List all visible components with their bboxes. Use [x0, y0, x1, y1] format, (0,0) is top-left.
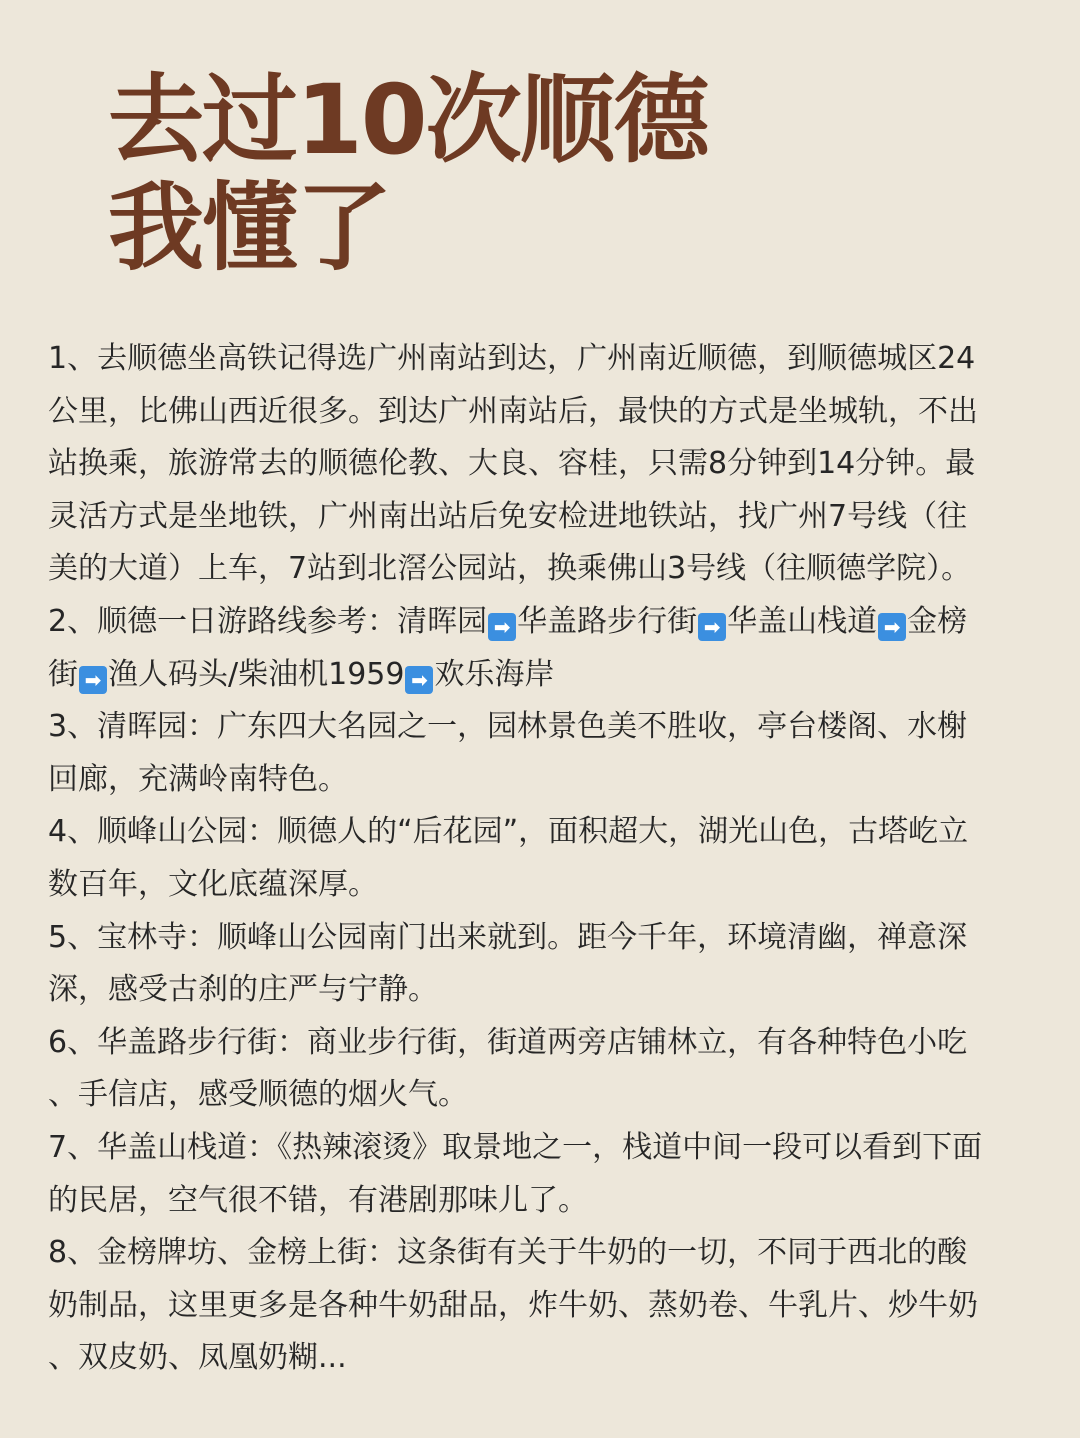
route-text: 欢乐海岸	[434, 656, 555, 692]
route-text: 金榜	[907, 603, 968, 639]
body-line: 7、华盖山栈道：《热辣滚烫》取景地之一，栈道中间一段可以看到下面	[48, 1129, 983, 1165]
body-line: 灵活方式是坐地铁，广州南出站后免安检进地铁站，找广州7号线（往	[48, 498, 968, 534]
route-text: 2、顺德一日游路线参考：清晖园	[48, 603, 488, 639]
route-text: 渔人码头/柴油机1959	[108, 656, 405, 692]
route-line	[48, 596, 1048, 649]
body-line: 奶制品，这里更多是各种牛奶甜品，炸牛奶、蒸奶卷、牛乳片、炒牛奶	[48, 1287, 978, 1323]
body-line: 3、清晖园：广东四大名园之一，园林景色美不胜收，亭台楼阁、水榭	[48, 709, 968, 745]
body-line: 公里，比佛山西近很多。到达广州南站后，最快的方式是坐城轨，不出	[48, 393, 978, 429]
body-line: 、双皮奶、凤凰奶糊...	[48, 1340, 347, 1376]
right-arrow-icon: ➡	[79, 666, 107, 694]
route-text: 华盖山栈道	[727, 603, 878, 639]
right-arrow-icon: ➡	[698, 613, 726, 641]
route-text: 华盖路步行街	[517, 603, 698, 639]
right-arrow-icon: ➡	[878, 613, 906, 641]
title-line-1: 去过10次顺德	[108, 64, 708, 176]
body-line: 深，感受古刹的庄严与宁静。	[48, 972, 438, 1008]
body-line: 1、去顺德坐高铁记得选广州南站到达，广州南近顺德，到顺德城区24	[48, 341, 976, 376]
body-line: 的民居，空气很不错，有港剧那味儿了。	[48, 1182, 588, 1218]
body-line: 4、顺峰山公园：顺德人的“后花园”，面积超大，湖光山色，古塔屹立	[48, 814, 969, 850]
body-line: 回廊，充满岭南特色。	[48, 761, 348, 797]
route-line	[48, 649, 1048, 702]
body-line: 数百年，文化底蕴深厚。	[48, 866, 378, 902]
body-line: 站换乘，旅游常去的顺德伦教、大良、容桂，只需8分钟到14分钟。最	[48, 446, 976, 482]
note-body	[48, 333, 1048, 1385]
body-line: 美的大道）上车，7站到北滘公园站，换乘佛山3号线（往顺德学院）。	[48, 551, 972, 587]
title-line-2: 我懂了	[108, 172, 390, 284]
body-line: 6、华盖路步行街：商业步行街，街道两旁店铺林立，有各种特色小吃	[48, 1024, 968, 1060]
body-line: 、手信店，感受顺德的烟火气。	[48, 1077, 468, 1113]
right-arrow-icon: ➡	[405, 666, 433, 694]
body-line: 8、金榜牌坊、金榜上街：这条街有关于牛奶的一切，不同于西北的酸	[48, 1235, 968, 1271]
page-title	[108, 66, 708, 282]
body-line: 5、宝林寺：顺峰山公园南门出来就到。距今千年，环境清幽，禅意深	[48, 919, 968, 955]
right-arrow-icon: ➡	[488, 613, 516, 641]
route-text: 街	[48, 656, 78, 692]
